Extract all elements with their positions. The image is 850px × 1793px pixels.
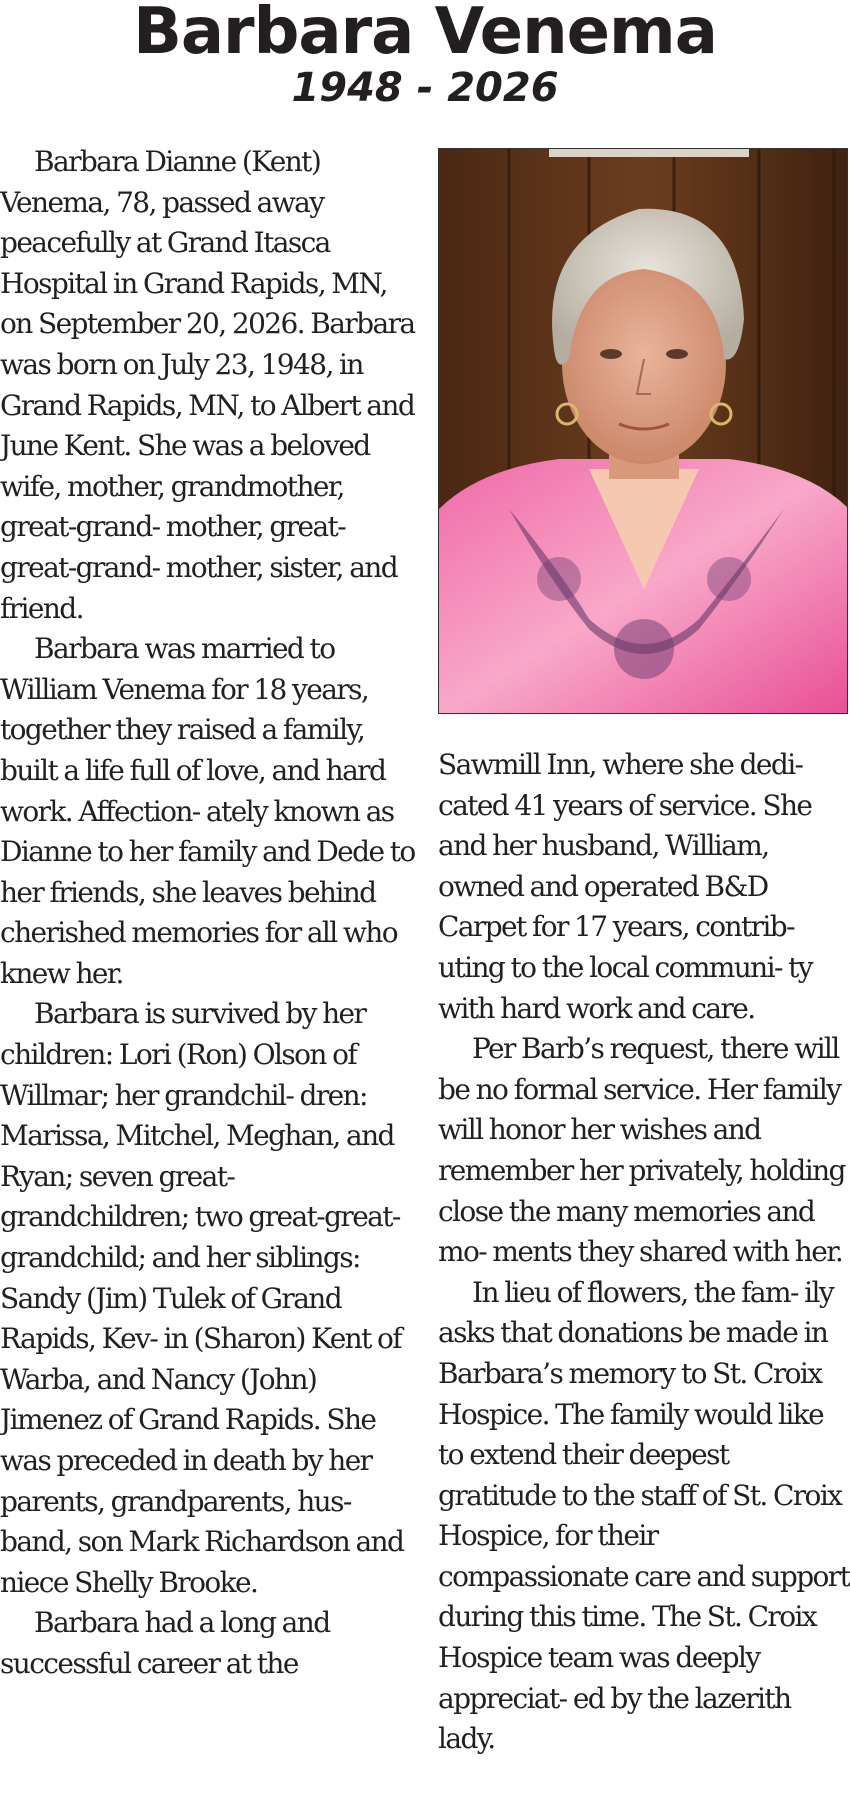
portrait-photo: [438, 148, 848, 714]
deceased-name: Barbara Venema: [133, 0, 717, 69]
paragraph: Sawmill Inn, where she dedi- cated 41 years of service. She and her husband, William, owned and operated B&D Carpet for 17 years, contrib- uting to the local communi- ty with hard work and care.: [438, 748, 813, 1025]
paragraph: Per Barb’s request, there will be no formal service. Her family will honor her wishes and remember her privately, holding close the many memories and mo- ments they shared with her.: [438, 1032, 845, 1269]
paragraph: In lieu of flowers, the fam- ily asks that donations be made in Barbara’s memory to St. Croix Hospice. The family would like to extend their deepest gratitude to the staff of St. Croix Hospice, for their compassionate care and support during this time. The St. Croix Hospice team was deeply appreciat- ed by the lazerith lady.: [438, 1275, 850, 1756]
paragraph: Barbara is survived by her children: Lori (Ron) Olson of Willmar; her grandchil- dren: Marissa, Mitchel, Meghan, and Ryan; seven great-grandchildren; two great-great-grandchild; and her siblings: Sandy (Jim) Tulek of Grand Rapids, Kev- in (Sharon) Kent of Warba, and Nancy (John) Jimenez of Grand Rapids. She was preceded in death by her parents, grandparents, hus- band, son Mark Richardson and niece Shelly Brooke.: [0, 997, 404, 1599]
paragraph: Barbara had a long and successful career at the: [0, 1606, 330, 1680]
portrait-photo-icon: [439, 149, 848, 714]
text-column-right: [438, 745, 850, 1760]
obituary-header: [0, 0, 850, 110]
text-column-left: [0, 142, 420, 1685]
life-dates: 1948 - 2026: [291, 65, 559, 111]
paragraph: Barbara Dianne (Kent) Venema, 78, passed away peacefully at Grand Itasca Hospital in Grand Rapids, MN, on September 20, 2026. Barbara was born on July 23, 1948, in Grand Rapids, MN, to Albert and June Kent. She was a beloved wife, mother, grandmother, great-grand- mother, great-great-grand- mother, sister, and friend.: [0, 145, 415, 625]
paragraph: Barbara was married to William Venema for 18 years, together they raised a family, built a life full of love, and hard work. Affection- ately known as Dianne to her family and Dede to her friends, she leaves behind cherished memories for all who knew her.: [0, 632, 415, 990]
